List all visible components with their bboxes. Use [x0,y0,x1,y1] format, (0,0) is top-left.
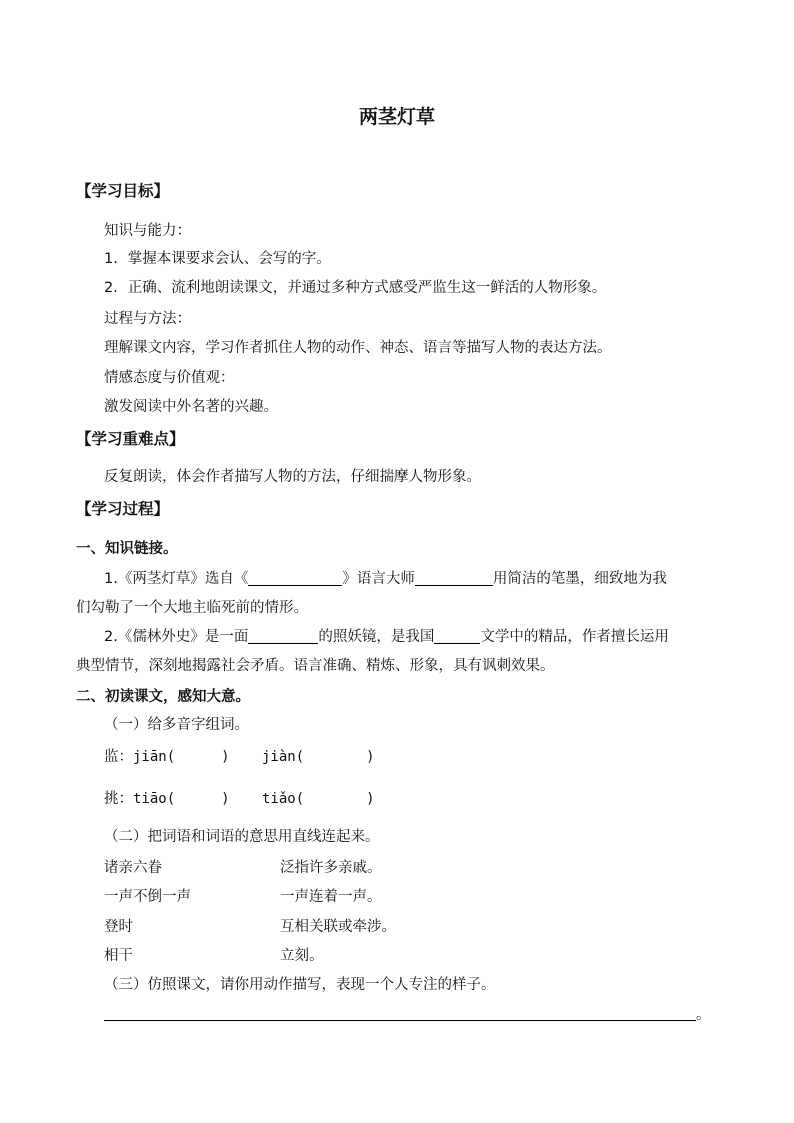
answer-line[interactable] [104,1020,696,1021]
paren-close-jian-2: ) [366,749,375,765]
match-meaning-4[interactable]: 立刻。 [280,948,324,964]
paren-close-tiao-2: ) [366,791,375,807]
question-1-text-a: 1.《两茎灯草》选自《 [104,571,249,587]
section-heading-key-points: 【学习重难点】 [76,430,185,448]
match-meaning-1[interactable]: 泛指许多亲戚。 [280,860,382,876]
polyphone-row-tiao [104,790,230,808]
process-method-text: 理解课文内容，学习作者抓住人物的动作、神态、语言等描写人物的表达方法。 [104,340,612,356]
goal-item-2: 2．正确、流利地朗读课文，并通过多种方式感受严监生这一鲜活的人物形象。 [104,280,607,296]
key-points-text: 反复朗读，体会作者描写人物的方法，仔细揣摩人物形象。 [104,469,481,485]
question-1-line-1 [104,570,667,588]
match-word-2[interactable]: 一声不倒一声 [104,889,191,905]
question-1-text-b: 》语言大师 [342,571,415,587]
sub-question-3: （三）仿照课文，请你用动作描写，表现一个人专注的样子。 [104,977,496,993]
match-word-4[interactable]: 相干 [104,948,133,964]
blank-book-title[interactable] [248,570,342,586]
match-meaning-3[interactable]: 互相关联或牵涉。 [280,919,396,935]
paren-close-tiao-1: ) [221,791,230,807]
question-2-line-1 [104,628,669,646]
polyphone-char-jian: 监： [104,749,133,765]
question-2-line-2: 典型情节，深刻地揭露社会矛盾。语言准确、精炼、形象，具有讽刺效果。 [76,658,555,674]
pinyin-jian-2: jiàn( [262,749,305,765]
pinyin-tiao-1: tiāo( [133,791,176,807]
answer-end-mark: 。 [696,1007,711,1023]
polyphone-row-jian [104,748,230,766]
blank-author[interactable] [415,570,493,586]
blank-literature-type[interactable] [434,628,480,644]
question-1-text-c: 用简洁的笔墨，细致地为我 [492,571,667,587]
paren-close-jian-1: ) [221,749,230,765]
part1-heading: 一、知识链接。 [76,541,178,557]
question-1-line-2: 们勾勒了一个大地主临死前的情形。 [76,600,308,616]
blank-mirror-type[interactable] [248,628,318,644]
goal-item-1: 1．掌握本课要求会认、会写的字。 [104,251,331,267]
pinyin-group-jian-2 [262,748,375,766]
sub-question-2: （二）把词语和词语的意思用直线连起来。 [104,829,380,845]
match-word-1[interactable]: 诸亲六眷 [104,860,162,876]
question-2-text-c: 文学中的精品，作者擅长运用 [480,629,669,645]
match-meaning-2[interactable]: 一声连着一声。 [280,889,382,905]
pinyin-tiao-2: tiǎo( [262,791,305,807]
sub-question-1: （一）给多音字组词。 [104,717,249,733]
section-heading-process: 【学习过程】 [76,500,170,518]
section-heading-goals: 【学习目标】 [76,182,170,200]
pinyin-jian-1: jiān( [133,749,176,765]
process-method-heading: 过程与方法： [104,311,191,327]
question-2-text-b: 的照妖镜，是我国 [318,629,435,645]
knowledge-heading: 知识与能力： [104,223,191,239]
question-2-text-a: 2.《儒林外史》是一面 [104,629,249,645]
emotion-text: 激发阅读中外名著的兴趣。 [104,399,278,415]
emotion-heading: 情感态度与价值观： [104,370,235,386]
page-title: 两茎灯草 [358,106,435,128]
part2-heading: 二、初读课文，感知大意。 [76,689,250,705]
polyphone-char-tiao: 挑： [104,791,133,807]
match-word-3[interactable]: 登时 [104,919,133,935]
pinyin-group-tiao-2 [262,790,375,808]
